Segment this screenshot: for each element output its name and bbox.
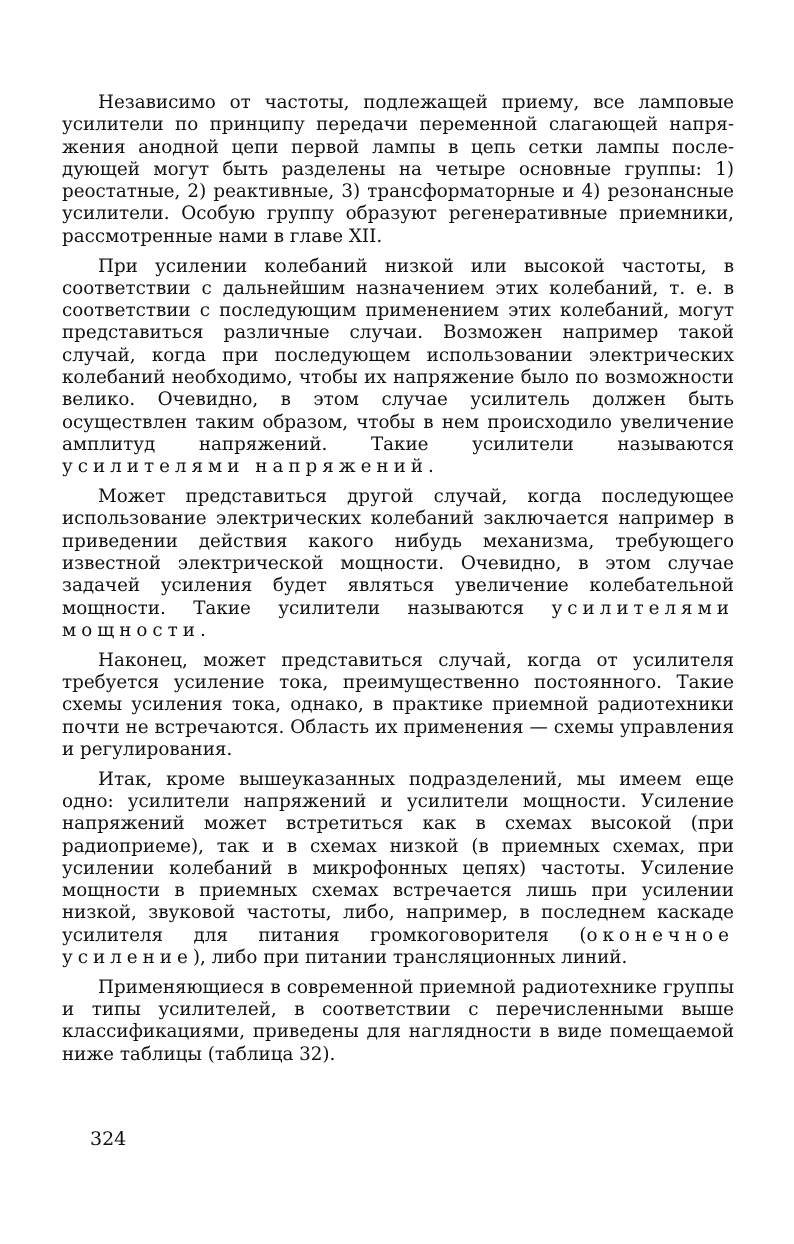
paragraph-text: Может представиться другой случай, когда последующее использование электрических колебаний заключается например в приведении действия какого нибудь механизма, требующего известной электрической мощности. Очевидно, в этом случае задачей усиления будет являться увеличение колебательной мощности. Такие усилители называются [62,486,734,619]
paragraph-tail: . [199,619,206,641]
paragraph-text: При усилении колебаний низкой или высокой частоты, в соответствии с дальнейшим назначением этих колебаний, т. е. в соответствии с последующим применением этих колебаний, могут представиться различные случаи. Возможен например такой случай, когда при последующем использовании электрических колебаний необходимо, чтобы их напряжение было по возможности велико. Очевидно, в этом случае усилитель должен быть осуществлен таким образом, чтобы в нем происходило увеличение амплитуд напряжений. Такие усилители называются [62,255,734,455]
paragraph-tail: ), либо при питании трансляционных линий. [192,946,628,968]
paragraph-6 [62,977,734,1066]
spaced-term: усилителями мощности [62,597,734,641]
paragraph-4 [62,650,734,761]
spaced-term: оконечное усиление [62,924,734,968]
paragraph-text: Применяющиеся в современной приемной радиотехнике группы и типы усилителей, в соответствии с перечисленными выше классификациями, приведены для наглядности в виде помещаемой ниже таблицы (таблица 32). [62,976,734,1065]
text-block [62,92,734,1073]
paragraph-3 [62,486,734,642]
paragraph-text: Итак, кроме вышеуказанных подразделений, мы имеем еще одно: усилители напряжений и усилители мощности. Усиление напряжений может встретиться как в схемах высокой (при радиоприеме), так и в схемах низкой (в приемных схемах, при усилении колебаний в микрофонных цепях) частоты. Усиление мощности в приемных схемах встречается лишь при усилении низкой, звуковой частоты, либо, например, в последнем каскаде усилителя для питания громкоговорителя ( [62,768,734,946]
paragraph-text: Наконец, может представиться случай, когда от усилителя требуется усиление тока, преимущественно постоянного. Такие схемы усиления тока, однако, в практике приемной радиотехники почти не встречаются. Область их применения — схемы управления и регулирования. [62,649,734,760]
paragraph-5 [62,769,734,970]
paragraph-tail: . [427,456,434,478]
paragraph-2 [62,256,734,479]
paragraph-text: Независимо от частоты, подлежащей приему, все ламповые усилители по принципу передачи переменной слагающей напряжения анодной цепи первой лампы в цепь сетки лампы последующей могут быть разделены на четыре основные группы: 1) реостатные, 2) реактивные, 3) трансформаторные и 4) резонансные усилители. Особую группу образуют регенеративные приемники, рассмотренные нами в главе XII. [62,92,734,247]
paragraph-1 [62,92,734,248]
spaced-term: усилителями напряжений [62,456,428,478]
page-number: 324 [90,1128,127,1150]
